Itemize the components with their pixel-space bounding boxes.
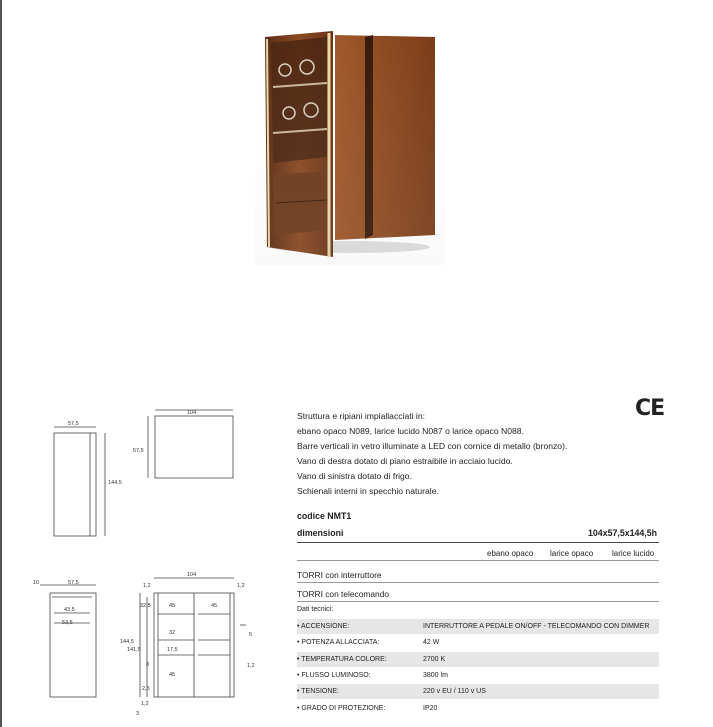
dim-label: 5: [249, 632, 253, 638]
product-name: TORRI con interruttore: [297, 570, 382, 580]
dim-label: 104: [187, 410, 197, 416]
dim-label: 10: [33, 580, 40, 586]
dim-label: 17,5: [167, 647, 178, 653]
description-line: Vano di sinistra dotato di frigo.: [297, 471, 412, 481]
description-line: ebano opaco N089, larice lucido N087 o larice opaco N088.: [297, 426, 524, 436]
finish-larice-lucido: larice lucido: [612, 549, 655, 558]
dim-label: 1,2: [247, 663, 255, 669]
tech-value: IP20: [423, 705, 438, 712]
tech-value: 3800 lm: [423, 672, 448, 679]
dim-label: 32,5: [140, 603, 151, 609]
description-line: Struttura e ripiani impiallacciati in:: [297, 411, 426, 421]
description-line: Barre verticali in vetro illuminate a LED con cornice di metallo (bronzo).: [297, 441, 568, 451]
dim-label: 3: [136, 711, 140, 717]
description-line: Schienali interni in specchio naturale.: [297, 486, 439, 496]
ce-mark: CE: [635, 396, 665, 421]
dim-label: 53,5: [62, 620, 73, 626]
drawing-plan-view: [155, 416, 233, 478]
dim-label: 43,5: [64, 607, 75, 613]
tech-key: • ACCENSIONE:: [297, 623, 350, 630]
dim-label: 32: [169, 630, 176, 636]
tech-value: INTERRUTTORE A PEDALE ON/OFF - TELECOMANDO CON DIMMER: [423, 623, 650, 630]
dimensions-label: dimensioni: [297, 528, 344, 538]
dim-label: 1,2: [237, 583, 245, 589]
dim-label: 144,5: [120, 639, 134, 645]
tech-value: 42 W: [423, 639, 440, 646]
dim-label: 45: [169, 672, 176, 678]
dim-label: 2,5: [142, 686, 150, 692]
description-line: Vano di destra dotato di piano estraibile in acciaio lucido.: [297, 456, 513, 466]
dim-label: 57,5: [68, 580, 79, 586]
dim-label: 141,5: [127, 647, 141, 653]
dimensions-value: 104x57,5x144,5h: [588, 528, 657, 538]
tech-key: • TEMPERATURA COLORE:: [297, 656, 387, 663]
tech-header: Dati tecnici:: [297, 606, 334, 613]
finish-ebano-opaco: ebano opaco: [487, 549, 534, 558]
dim-label: 57,5: [68, 421, 79, 427]
dim-label: 45: [211, 603, 218, 609]
tech-key: • POTENZA ALLACCIATA:: [297, 639, 380, 646]
dim-label: 57,5: [133, 448, 144, 454]
dim-label: 45: [169, 603, 176, 609]
dim-label: 3: [146, 662, 150, 668]
tech-key: • FLUSSO LUMINOSO:: [297, 672, 371, 679]
tech-key: • GRADO DI PROTEZIONE:: [297, 705, 386, 712]
dim-label: 1,2: [143, 583, 151, 589]
dim-label: 144,5: [108, 480, 122, 486]
product-code: codice NMT1: [297, 511, 352, 521]
dim-label: 1,2: [141, 701, 149, 707]
tech-value: 220 v EU / 110 v US: [423, 688, 486, 695]
product-name: TORRI con telecomando: [297, 589, 390, 599]
tech-value: 2700 K: [423, 656, 446, 663]
finish-larice-opaco: larice opaco: [550, 549, 594, 558]
tech-key: • TENSIONE:: [297, 688, 339, 695]
dim-label: 104: [187, 572, 197, 578]
